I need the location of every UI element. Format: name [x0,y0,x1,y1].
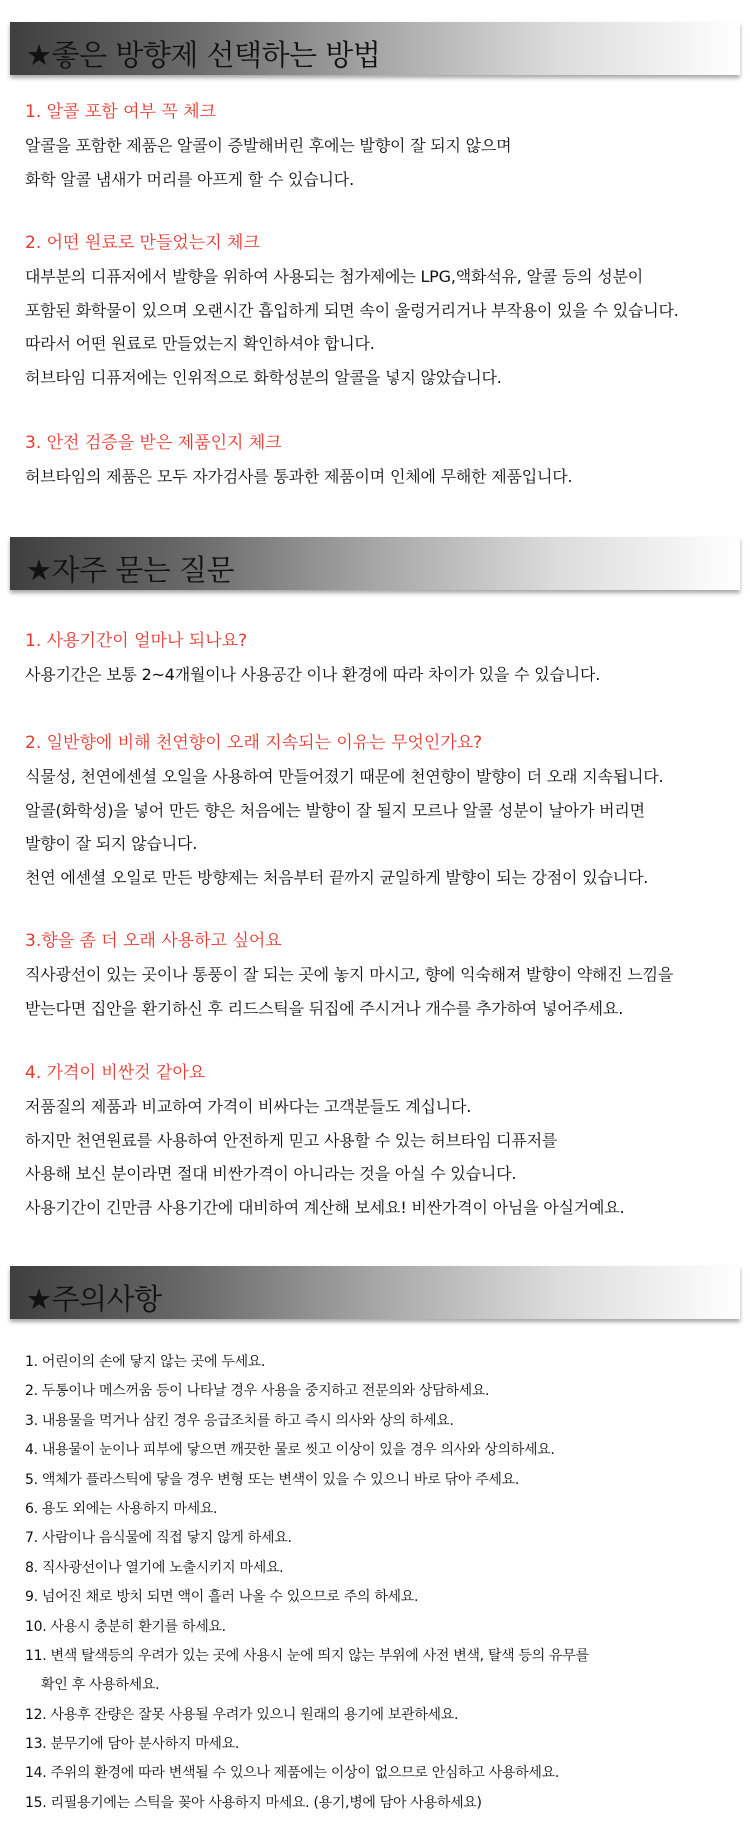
item-line: 따라서 어떤 원료로 만들었는지 확인하셔야 합니다. [25,334,375,353]
section-title: ★주의사항 [26,1282,162,1316]
caution-item: 12. 사용후 잔량은 잘못 사용될 우려가 있으니 원래의 용기에 보관하세요. [25,1706,459,1723]
item-line: 식물성, 천연에센셜 오일을 사용하여 만들어졌기 때문에 천연향이 발향이 더 오래 지속됩니다. [25,767,664,786]
item-line: 발향이 잘 되지 않습니다. [25,834,198,853]
item-title: 1. 사용기간이 얼마나 되나요? [25,631,248,651]
item-line: 사용기간이 긴만큼 사용기간에 대비하여 계산해 보세요! 비싼가격이 아님을 아실거예요. [25,1197,625,1217]
faq-item-2 [25,727,745,894]
item-title: 2. 어떤 원료로 만들었는지 체크 [25,233,260,253]
item-title: 2. 일반향에 비해 천연향이 오래 지속되는 이유는 무엇인가요? [25,733,483,753]
caution-item: 6. 용도 외에는 사용하지 마세요. [25,1500,218,1517]
caution-item: 3. 내용물을 먹거나 삼킨 경우 응급조치를 하고 즉시 의사와 상의 하세요. [25,1412,454,1429]
item-line: 하지만 천연원료를 사용하여 안전하게 믿고 사용할 수 있는 허브타임 디퓨저를 [25,1130,558,1150]
item-line: 포함된 화학물이 있으며 오랜시간 흡입하게 되면 속이 울렁거리거나 부작용이 있을 수 있습니다. [25,300,679,320]
caution-item: 15. 리필용기에는 스틱을 꽂아 사용하지 마세요. (용기,병에 담아 사용하세요) [25,1794,482,1811]
caution-item: 11. 변색 탈색등의 우려가 있는 곳에 사용시 눈에 띄지 않는 부위에 사전 변색, 탈색 등의 유무를 [25,1647,589,1664]
item-line: 받는다면 집안을 환기하신 후 리드스틱을 뒤집에 주시거나 개수를 추가하여 넣어주세요. [25,998,624,1018]
item-title: 4. 가격이 비싼것 같아요 [25,1063,206,1083]
item-line: 허브타임 디퓨저에는 인위적으로 화학성분의 알콜을 넣지 않았습니다. [25,367,502,387]
item-line: 천연 에센셜 오일로 만든 방향제는 처음부터 끝까지 균일하게 발향이 되는 강점이 있습니다. [25,867,649,887]
item-line: 직사광선이 있는 곳이나 통풍이 잘 되는 곳에 놓지 마시고, 향에 익숙해져 발향이 약해진 느낌을 [25,965,674,984]
caution-item: 1. 어린이의 손에 닿지 않는 곳에 두세요. [25,1354,266,1370]
section-title: ★자주 묻는 질문 [26,553,235,587]
item-line: 사용기간은 보통 2~4개월이나 사용공간 이나 환경에 따라 차이가 있을 수 있습니다. [25,665,601,684]
item-title: 3.향을 좀 더 오래 사용하고 싶어요 [25,931,282,951]
choose-item-3 [25,427,745,494]
choose-item-2 [25,227,745,394]
caution-item: 7. 사람이나 음식물에 직접 닿지 않게 하세요. [25,1530,292,1547]
faq-item-4 [25,1057,745,1224]
section-title: ★좋은 방향제 선택하는 방법 [26,38,381,72]
item-title: 1. 알콜 포함 여부 꼭 체크 [25,102,217,122]
item-line: 대부분의 디퓨저에서 발향을 위하여 사용되는 첨가제에는 LPG,액화석유, 알콜 등의 성분이 [25,267,644,286]
caution-list [25,1348,745,1818]
caution-item: 4. 내용물이 눈이나 피부에 닿으면 깨끗한 물로 씻고 이상이 있을 경우 의사와 상의하세요. [25,1442,555,1459]
caution-item-continued: 확인 후 사용하세요. [41,1677,160,1694]
faq-item-3 [25,925,745,1025]
item-title: 3. 안전 검증을 받은 제품인지 체크 [25,433,282,453]
caution-item: 8. 직사광선이나 열기에 노출시키지 마세요. [25,1559,284,1576]
section-header-choose [10,22,740,75]
section-header-faq [10,537,740,590]
item-line: 허브타임의 제품은 모두 자가검사를 통과한 제품이며 인체에 무해한 제품입니다. [25,467,573,486]
item-line: 저품질의 제품과 비교하여 가격이 비싸다는 고객분들도 계십니다. [25,1097,472,1116]
item-line: 알콜을 포함한 제품은 알콜이 증발해버린 후에는 발향이 잘 되지 않으며 [25,136,512,155]
faq-item-1 [25,625,745,692]
choose-item-1 [25,96,745,196]
caution-item: 9. 넘어진 채로 방치 되면 액이 흘러 나올 수 있으므로 주의 하세요. [25,1589,419,1606]
caution-item: 14. 주위의 환경에 따라 변색될 수 있으나 제품에는 이상이 없으므로 안심하고 사용하세요. [25,1765,560,1782]
caution-item: 2. 두통이나 메스꺼움 등이 나타날 경우 사용을 중지하고 전문의와 상담하세요. [25,1383,490,1400]
caution-item: 13. 분무기에 담아 분사하지 마세요. [25,1736,240,1753]
item-line: 사용해 보신 분이라면 절대 비싼가격이 아니라는 것을 아실 수 있습니다. [25,1164,517,1183]
caution-item: 10. 사용시 충분히 환기를 하세요. [25,1618,226,1635]
item-line: 화학 알콜 냄새가 머리를 아프게 할 수 있습니다. [25,169,354,189]
item-line: 알콜(화학성)을 넣어 만든 향은 처음에는 발향이 잘 될지 모르나 알콜 성분이 날아가 버리면 [25,800,645,820]
section-header-cautions [10,1266,740,1319]
caution-item: 5. 액체가 플라스틱에 닿을 경우 변형 또는 변색이 있을 수 있으니 바로 닦아 주세요. [25,1471,520,1488]
